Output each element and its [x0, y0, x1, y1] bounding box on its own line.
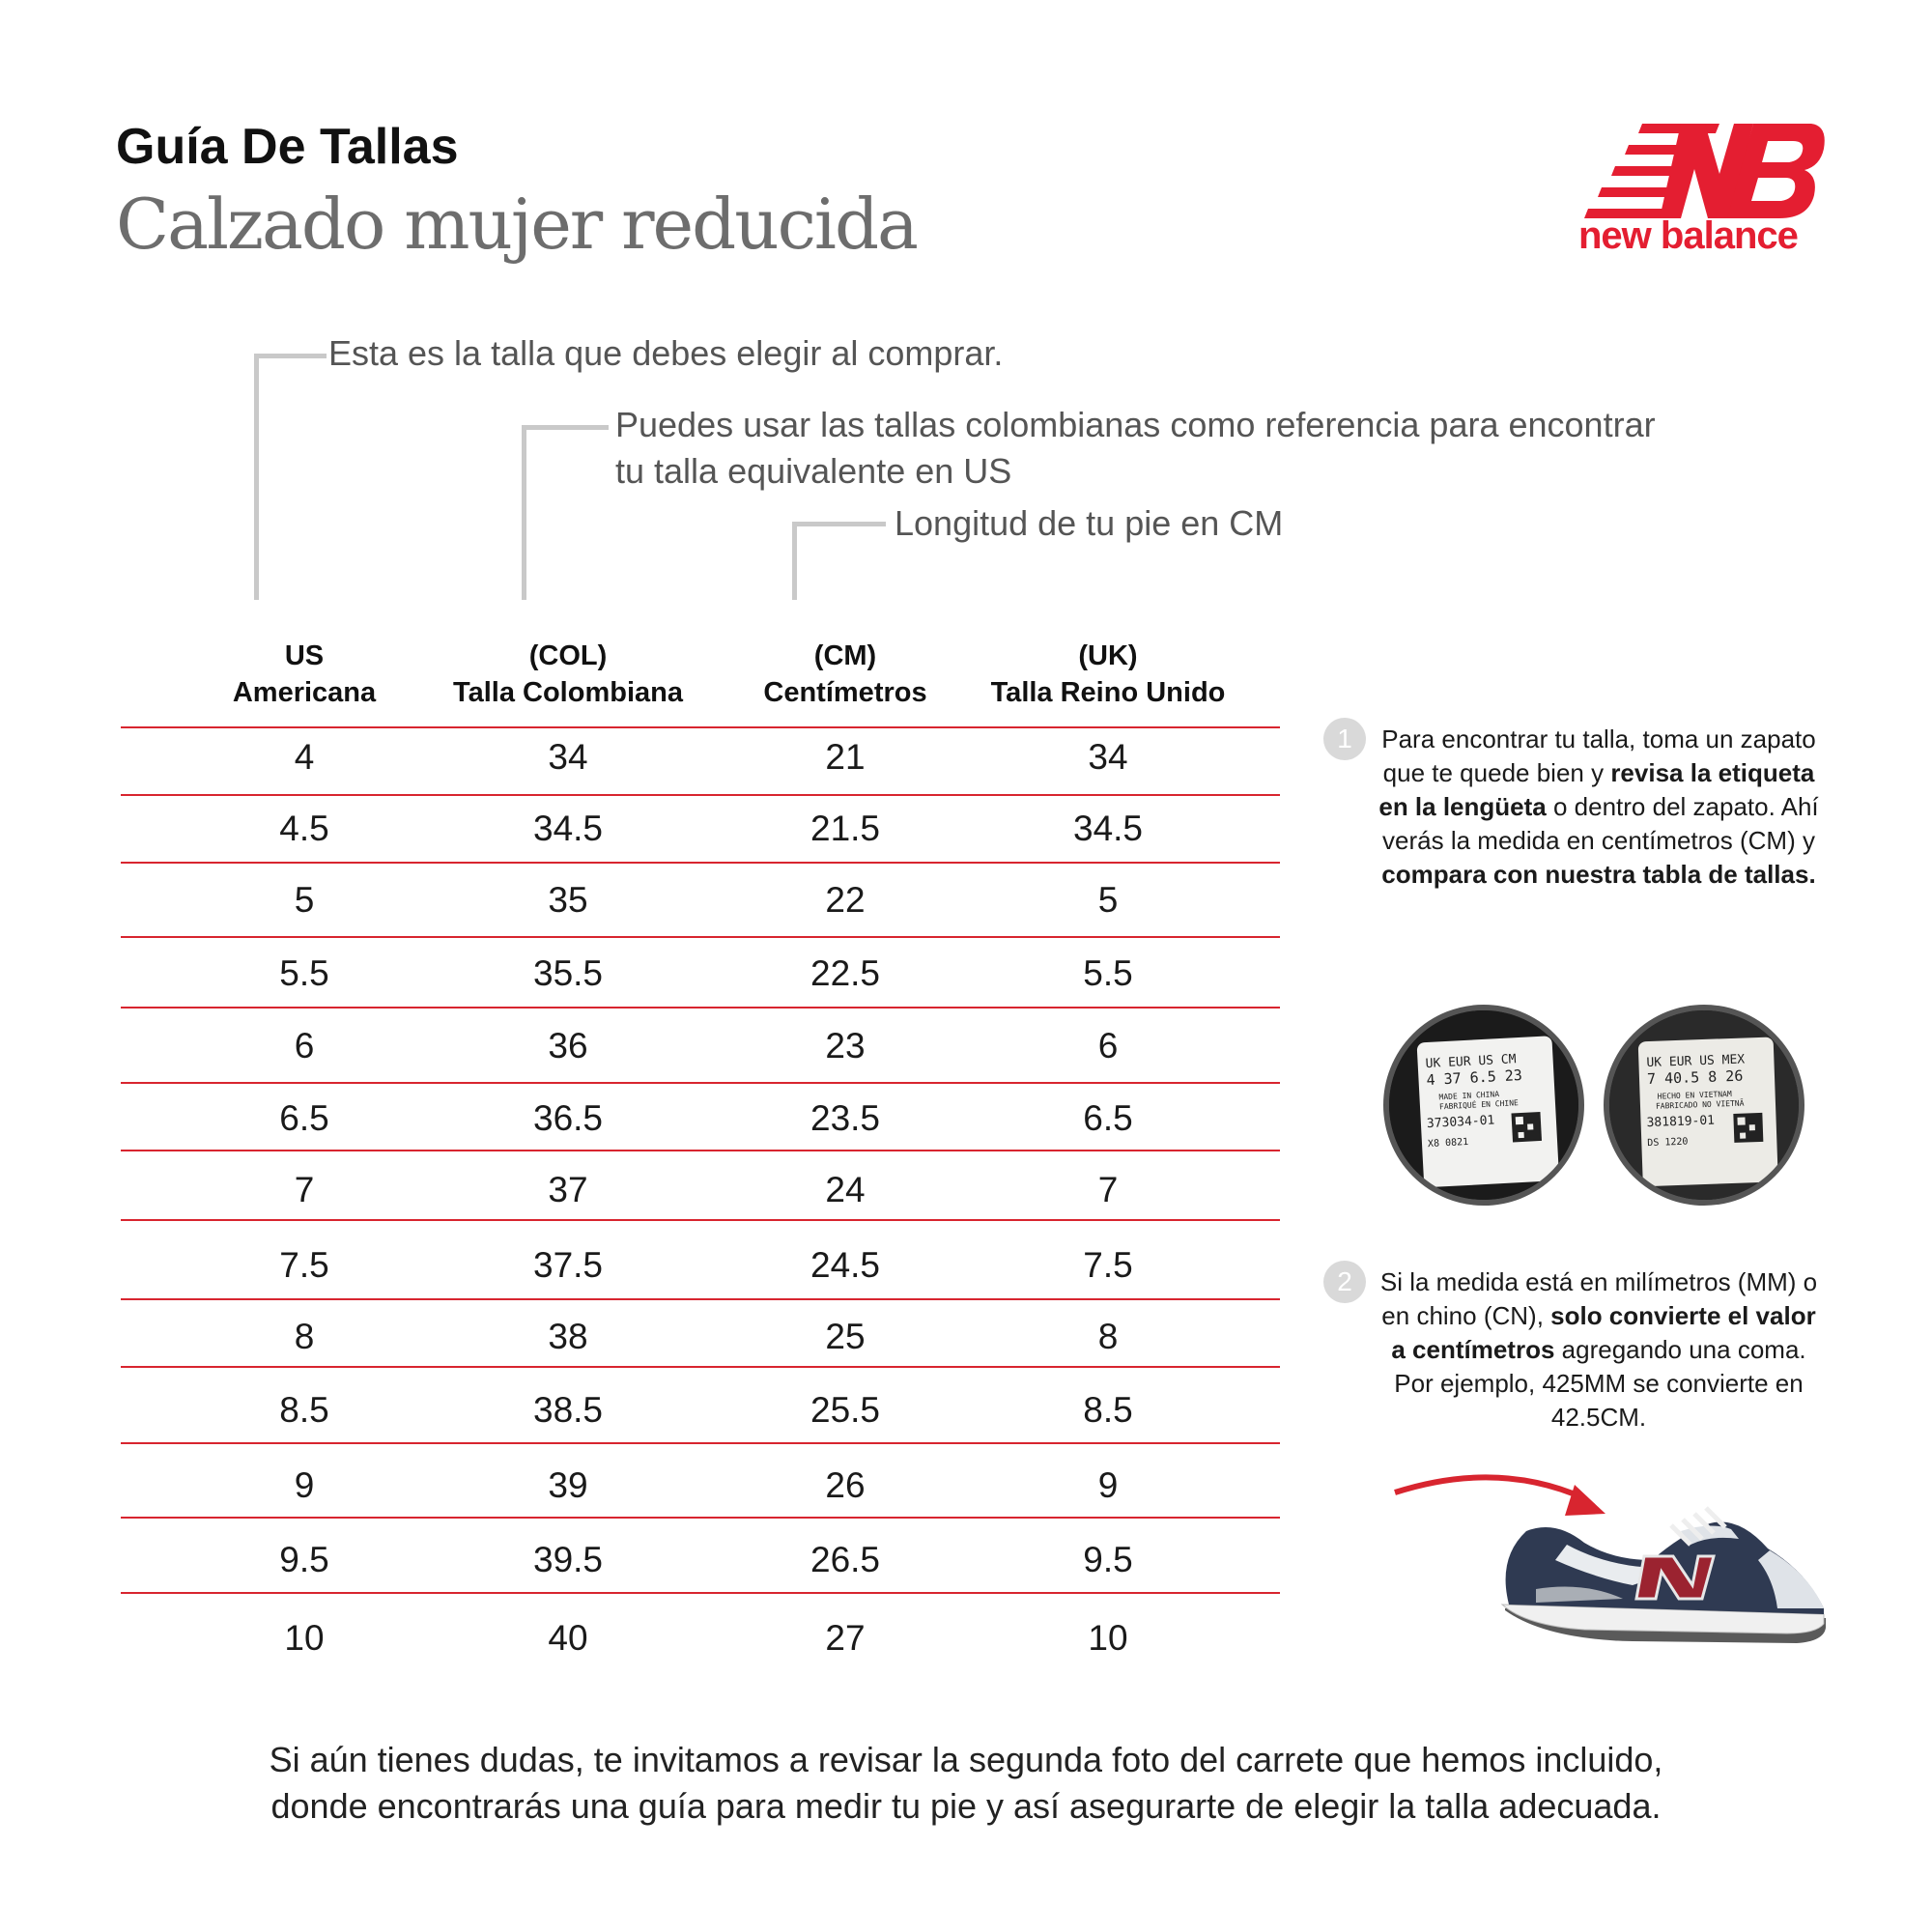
table-cell-col: 37	[548, 1170, 588, 1209]
label-left-small: X8 0821	[1427, 1136, 1469, 1151]
header-col-code: (COL)	[528, 640, 608, 671]
table-cell-us: 9	[294, 1465, 315, 1505]
table-cell-us: 4.5	[279, 809, 329, 848]
table-cell-uk: 9	[1097, 1465, 1119, 1505]
table-row-divider	[121, 1366, 1280, 1368]
table-cell-col: 35	[548, 880, 588, 920]
table-cell-uk: 8	[1097, 1317, 1119, 1356]
label-right-headings: UK EUR US MEX	[1646, 1052, 1746, 1071]
header-us-name: Americana	[232, 677, 377, 708]
table-cell-col: 37.5	[532, 1245, 604, 1285]
shoe-label-photo-left	[1383, 1005, 1584, 1206]
callout-bracket-col	[522, 425, 609, 600]
step-1-text-b: o dentro del zapato. Ahí verás la medida en centímetros (CM) y	[1382, 792, 1819, 855]
table-cell-uk: 10	[1088, 1618, 1128, 1658]
table-cell-col: 38.5	[532, 1390, 604, 1430]
table-cell-us: 6.5	[279, 1098, 329, 1138]
table-cell-cm: 24	[825, 1170, 866, 1209]
step-1-badge: 1	[1323, 718, 1366, 760]
table-cell-cm: 22	[825, 880, 866, 920]
header-cm-name: Centímetros	[763, 677, 927, 708]
callout-us: Esta es la talla que debes elegir al comprar.	[328, 333, 1004, 373]
label-right-origin-pt: FABRICADO NO VIETNÃ	[1655, 1098, 1745, 1111]
table-cell-uk: 34.5	[1072, 809, 1144, 848]
table-cell-uk: 7	[1097, 1170, 1119, 1209]
callout-col-line2: tu talla equivalente en US	[615, 451, 1012, 491]
table-row-divider	[121, 862, 1280, 864]
step-2-badge: 2	[1323, 1261, 1366, 1303]
header-cm-code: (CM)	[813, 640, 877, 671]
table-cell-cm: 26.5	[810, 1540, 881, 1579]
table-cell-col: 36	[548, 1026, 588, 1065]
page-title: Guía De Tallas	[116, 119, 459, 175]
table-row-divider	[121, 726, 1280, 728]
footer-line-2: donde encontrarás una guía para medir tu pie y así asegurarte de elegir la talla adecuada.	[270, 1786, 1662, 1826]
table-cell-cm: 27	[825, 1618, 866, 1658]
footer-note	[0, 1737, 1932, 1830]
table-row-divider	[121, 1219, 1280, 1221]
table-cell-cm: 23	[825, 1026, 866, 1065]
table-row-divider	[121, 1007, 1280, 1009]
table-cell-col: 39.5	[532, 1540, 604, 1579]
step-2-text-b: agregando una coma. Por ejemplo, 425MM se convierte en 42.5CM.	[1394, 1335, 1806, 1432]
step-2-text	[1372, 1265, 1826, 1435]
label-left-sizes: 4 37 6.5 23	[1426, 1065, 1523, 1090]
label-left-code: 373034-01	[1426, 1113, 1495, 1132]
table-cell-col: 34	[548, 737, 588, 777]
header-col-name: Talla Colombiana	[453, 677, 683, 708]
table-row-divider	[121, 1298, 1280, 1300]
header-uk-name: Talla Reino Unido	[990, 677, 1226, 708]
table-row-divider	[121, 1150, 1280, 1151]
step-1-text-a: Para encontrar tu talla, toma un zapato que te quede bien y	[1381, 724, 1816, 787]
header-col	[453, 638, 683, 711]
table-row-divider	[121, 936, 1280, 938]
callout-col-line1: Puedes usar las tallas colombianas como referencia para encontrar	[615, 405, 1656, 444]
label-left-origin-fr: FABRIQUÉ EN CHINE	[1438, 1098, 1520, 1112]
table-cell-uk: 6	[1097, 1026, 1119, 1065]
page-subtitle: Calzado mujer reducida	[116, 184, 917, 265]
label-right-small: DS 1220	[1647, 1136, 1689, 1150]
label-right-origin: HECHO EN VIETNAM	[1657, 1089, 1732, 1101]
table-cell-us: 8	[294, 1317, 315, 1356]
label-right-sizes: 7 40.5 8 26	[1646, 1066, 1744, 1089]
table-cell-cm: 26	[825, 1465, 866, 1505]
step-2-bold-a: solo convierte el valor a centímetros	[1391, 1301, 1816, 1364]
table-cell-cm: 23.5	[810, 1098, 881, 1138]
table-cell-us: 7	[294, 1170, 315, 1209]
label-right-code: 381819-01	[1646, 1113, 1716, 1131]
table-cell-cm: 24.5	[810, 1245, 881, 1285]
table-cell-cm: 25	[825, 1317, 866, 1356]
table-cell-cm: 21	[825, 737, 866, 777]
table-cell-col: 40	[548, 1618, 588, 1658]
table-cell-col: 36.5	[532, 1098, 604, 1138]
brand-wordmark: new balance	[1578, 214, 1798, 257]
label-left-headings: UK EUR US CM	[1425, 1052, 1517, 1072]
table-cell-us: 10	[284, 1618, 325, 1658]
step-2-text-a: Si la medida está en milímetros (MM) o en chino (CN),	[1379, 1267, 1818, 1330]
table-cell-uk: 7.5	[1083, 1245, 1133, 1285]
header-uk	[991, 638, 1226, 711]
shoe-label-photo-right	[1604, 1005, 1804, 1206]
table-cell-us: 6	[294, 1026, 315, 1065]
table-cell-uk: 5.5	[1083, 953, 1133, 993]
header-us	[233, 638, 376, 711]
table-cell-uk: 9.5	[1083, 1540, 1133, 1579]
table-row-divider	[121, 1517, 1280, 1519]
table-cell-us: 4	[294, 737, 315, 777]
table-row-divider	[121, 794, 1280, 796]
header-uk-code: (UK)	[1078, 640, 1138, 671]
table-cell-uk: 34	[1088, 737, 1128, 777]
footer-line-1: Si aún tienes dudas, te invitamos a revisar la segunda foto del carrete que hemos incluido,	[269, 1740, 1663, 1779]
table-cell-us: 5	[294, 880, 315, 920]
table-cell-us: 8.5	[279, 1390, 329, 1430]
table-cell-uk: 5	[1097, 880, 1119, 920]
table-cell-us: 7.5	[279, 1245, 329, 1285]
step-1-text	[1372, 723, 1826, 892]
table-cell-col: 34.5	[532, 809, 604, 848]
label-left-origin: MADE IN CHINA	[1438, 1090, 1500, 1102]
callout-bracket-us	[254, 354, 327, 600]
table-cell-us: 5.5	[279, 953, 329, 993]
table-cell-cm: 22.5	[810, 953, 881, 993]
table-cell-col: 38	[548, 1317, 588, 1356]
table-cell-cm: 21.5	[810, 809, 881, 848]
step-1-bold-b: compara con nuestra tabla de tallas.	[1381, 860, 1816, 889]
sneaker-illustration	[1391, 1463, 1835, 1666]
table-row-divider	[121, 1082, 1280, 1084]
header-cm	[763, 638, 926, 711]
table-row-divider	[121, 1592, 1280, 1594]
callout-bracket-cm	[792, 522, 886, 600]
table-cell-uk: 6.5	[1083, 1098, 1133, 1138]
step-1-bold-a: revisa la etiqueta en la lengüeta	[1378, 758, 1815, 821]
table-cell-uk: 8.5	[1083, 1390, 1133, 1430]
table-cell-col: 39	[548, 1465, 588, 1505]
table-cell-col: 35.5	[532, 953, 604, 993]
table-cell-us: 9.5	[279, 1540, 329, 1579]
table-cell-cm: 25.5	[810, 1390, 881, 1430]
callout-cm: Longitud de tu pie en CM	[895, 503, 1284, 543]
header-us-code: US	[284, 640, 325, 671]
table-row-divider	[121, 1442, 1280, 1444]
